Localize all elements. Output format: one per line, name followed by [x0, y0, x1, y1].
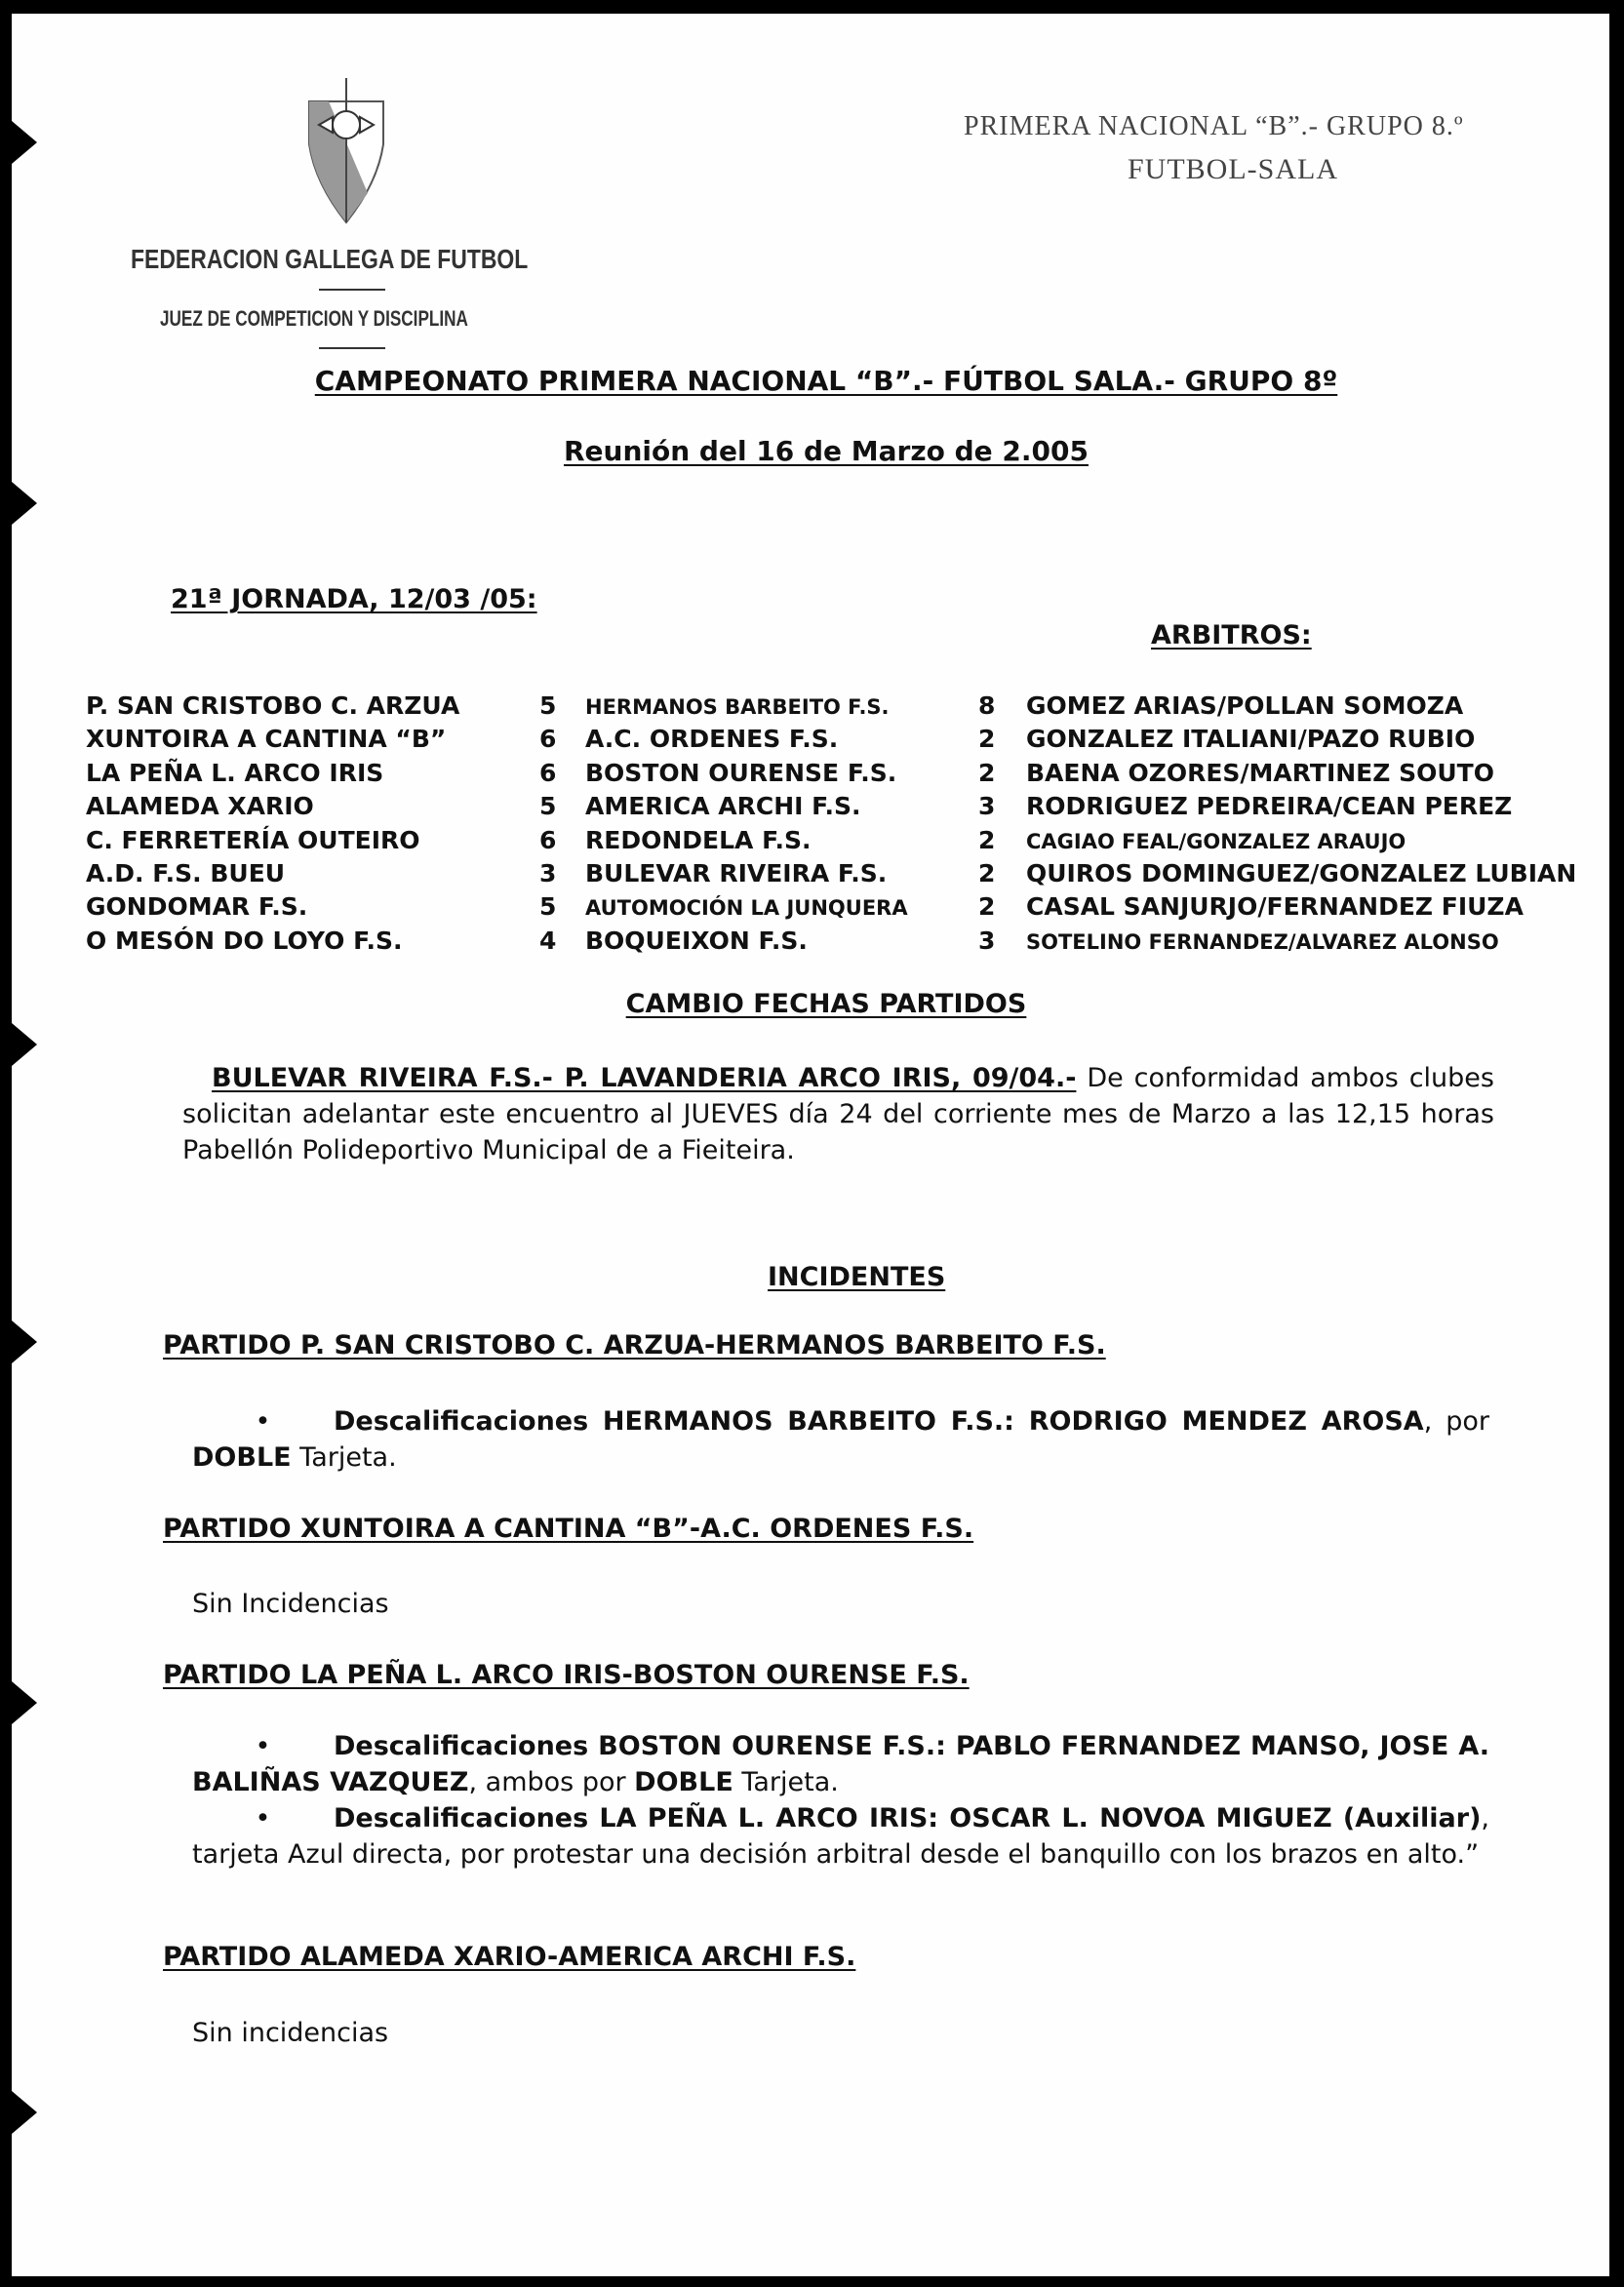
score-away: 2	[978, 758, 996, 787]
incident-names: PABLO FERNANDEZ MANSO, JOSE A. BALIÑAS VAZQUEZ	[192, 1731, 1489, 1797]
team-away: BULEVAR RIVEIRA F.S.	[585, 859, 888, 887]
page-edge-notch	[12, 121, 37, 164]
score-home: 4	[539, 926, 557, 955]
page-edge-notch	[12, 1321, 37, 1363]
match-incident-title: PARTIDO ALAMEDA XARIO-AMERICA ARCHI F.S.	[163, 1942, 856, 1972]
referees: BAENA OZORES/MARTINEZ SOUTO	[1026, 758, 1494, 787]
incident-card: DOBLE	[192, 1442, 292, 1473]
team-home: P. SAN CRISTOBO C. ARZUA	[86, 691, 460, 720]
referees: CAGIAO FEAL/GONZALEZ ARAUJO	[1026, 829, 1406, 853]
incident-text: , por	[1423, 1406, 1489, 1437]
team-away: AUTOMOCIÓN LA JUNQUERA	[585, 896, 908, 921]
match-incident-title: PARTIDO P. SAN CRISTOBO C. ARZUA-HERMANOS BARBEITO F.S.	[163, 1330, 1106, 1360]
referees-heading: ARBITROS:	[1151, 620, 1312, 651]
document-page	[12, 14, 1609, 2276]
score-home: 5	[539, 892, 557, 922]
page-edge-notch	[12, 1023, 37, 1066]
federation-name: FEDERACION GALLEGA DE FUTBOL	[131, 244, 529, 274]
document-title: CAMPEONATO PRIMERA NACIONAL “B”.- FÚTBOL SALA.- GRUPO 8º	[314, 365, 1338, 397]
federation-logo	[299, 76, 393, 224]
team-home: LA PEÑA L. ARCO IRIS	[86, 758, 384, 787]
match-incident-title: PARTIDO LA PEÑA L. ARCO IRIS-BOSTON OURENSE F.S.	[163, 1660, 970, 1690]
incident-names: OSCAR L. NOVOA MIGUEZ (Auxiliar)	[938, 1803, 1482, 1834]
score-home: 6	[539, 725, 557, 754]
score-home: 6	[539, 825, 557, 854]
incident-text: , tarjeta Azul directa, por protestar una decisión arbitral desde el banquillo con los brazos en alto.”	[192, 1803, 1489, 1870]
score-away: 2	[978, 859, 996, 887]
team-away: HERMANOS BARBEITO F.S.	[585, 695, 890, 719]
score-home: 3	[539, 859, 557, 887]
header-competition: PRIMERA NACIONAL “B”.- GRUPO 8.º	[964, 111, 1464, 141]
divider	[319, 347, 385, 349]
incident-text: Tarjeta.	[291, 1442, 397, 1473]
incidents-heading: INCIDENTES	[768, 1262, 946, 1292]
incident-label: Descalificaciones HERMANOS BARBEITO F.S.:	[334, 1406, 1014, 1437]
incident-label: Descalificaciones BOSTON OURENSE F.S.:	[334, 1731, 946, 1761]
score-away: 2	[978, 892, 996, 922]
score-away: 2	[978, 825, 996, 854]
page-edge-notch	[12, 2091, 37, 2134]
match-incident-title: PARTIDO XUNTOIRA A CANTINA “B”-A.C. ORDENES F.S.	[163, 1514, 974, 1544]
bullet-icon: •	[255, 1731, 271, 1761]
incident-label: Descalificaciones LA PEÑA L. ARCO IRIS:	[334, 1803, 939, 1834]
incident-item	[192, 1403, 1489, 1476]
team-away: REDONDELA F.S.	[585, 825, 812, 854]
incident-names: RODRIGO MENDEZ AROSA	[1013, 1406, 1424, 1437]
score-home: 6	[539, 758, 557, 787]
bullet-icon: •	[255, 1803, 271, 1834]
incident-text: Tarjeta.	[733, 1767, 839, 1797]
no-incidents-text: Sin incidencias	[192, 2018, 389, 2048]
incident-text: , ambos por	[468, 1767, 635, 1797]
date-change-paragraph	[182, 1060, 1494, 1168]
referees: GONZALEZ ITALIANI/PAZO RUBIO	[1026, 725, 1476, 754]
referees: CASAL SANJURJO/FERNANDEZ FIUZA	[1026, 892, 1524, 922]
score-home: 5	[539, 792, 557, 821]
page-edge-notch	[12, 1681, 37, 1724]
referees: QUIROS DOMINGUEZ/GONZALEZ LUBIAN	[1026, 859, 1577, 887]
score-away: 2	[978, 725, 996, 754]
team-away: BOSTON OURENSE F.S.	[585, 758, 897, 787]
team-home: GONDOMAR F.S.	[86, 892, 308, 922]
score-home: 5	[539, 691, 557, 720]
referees: SOTELINO FERNANDEZ/ALVAREZ ALONSO	[1026, 929, 1499, 954]
team-away: AMERICA ARCHI F.S.	[585, 792, 861, 821]
team-away: A.C. ORDENES F.S.	[585, 725, 839, 754]
incident-card: DOBLE	[634, 1767, 733, 1797]
date-changes-heading: CAMBIO FECHAS PARTIDOS	[625, 989, 1027, 1019]
team-home: A.D. F.S. BUEU	[86, 859, 286, 887]
team-away: BOQUEIXON F.S.	[585, 926, 808, 955]
divider	[319, 289, 385, 291]
incident-item	[192, 1800, 1489, 1873]
referees: RODRIGUEZ PEDREIRA/CEAN PEREZ	[1026, 792, 1513, 821]
referees: GOMEZ ARIAS/POLLAN SOMOZA	[1026, 691, 1464, 720]
score-away: 3	[978, 792, 996, 821]
jornada-heading: 21ª JORNADA, 12/03 /05:	[171, 584, 537, 614]
no-incidents-text: Sin Incidencias	[192, 1589, 389, 1619]
header-sport: FUTBOL-SALA	[1128, 153, 1339, 185]
incident-item	[192, 1728, 1489, 1800]
team-home: C. FERRETERÍA OUTEIRO	[86, 825, 420, 854]
department-name: JUEZ DE COMPETICION Y DISCIPLINA	[160, 306, 468, 331]
meeting-date: Reunión del 16 de Marzo de 2.005	[563, 435, 1089, 467]
team-home: ALAMEDA XARIO	[86, 792, 314, 821]
team-home: XUNTOIRA A CANTINA “B”	[86, 725, 447, 754]
date-change-text: De conformidad ambos clubes solicitan adelantar este encuentro al JUEVES día 24 del corriente mes de Marzo a las 12,15 horas Pabellón Polideportivo Municipal de a Fieiteira.	[182, 1063, 1494, 1165]
team-home: O MESÓN DO LOYO F.S.	[86, 926, 403, 955]
score-away: 8	[978, 691, 996, 720]
page-edge-notch	[12, 482, 37, 525]
date-change-match: BULEVAR RIVEIRA F.S.- P. LAVANDERIA ARCO IRIS, 09/04.-	[212, 1063, 1077, 1093]
score-away: 3	[978, 926, 996, 955]
bullet-icon: •	[255, 1406, 271, 1437]
